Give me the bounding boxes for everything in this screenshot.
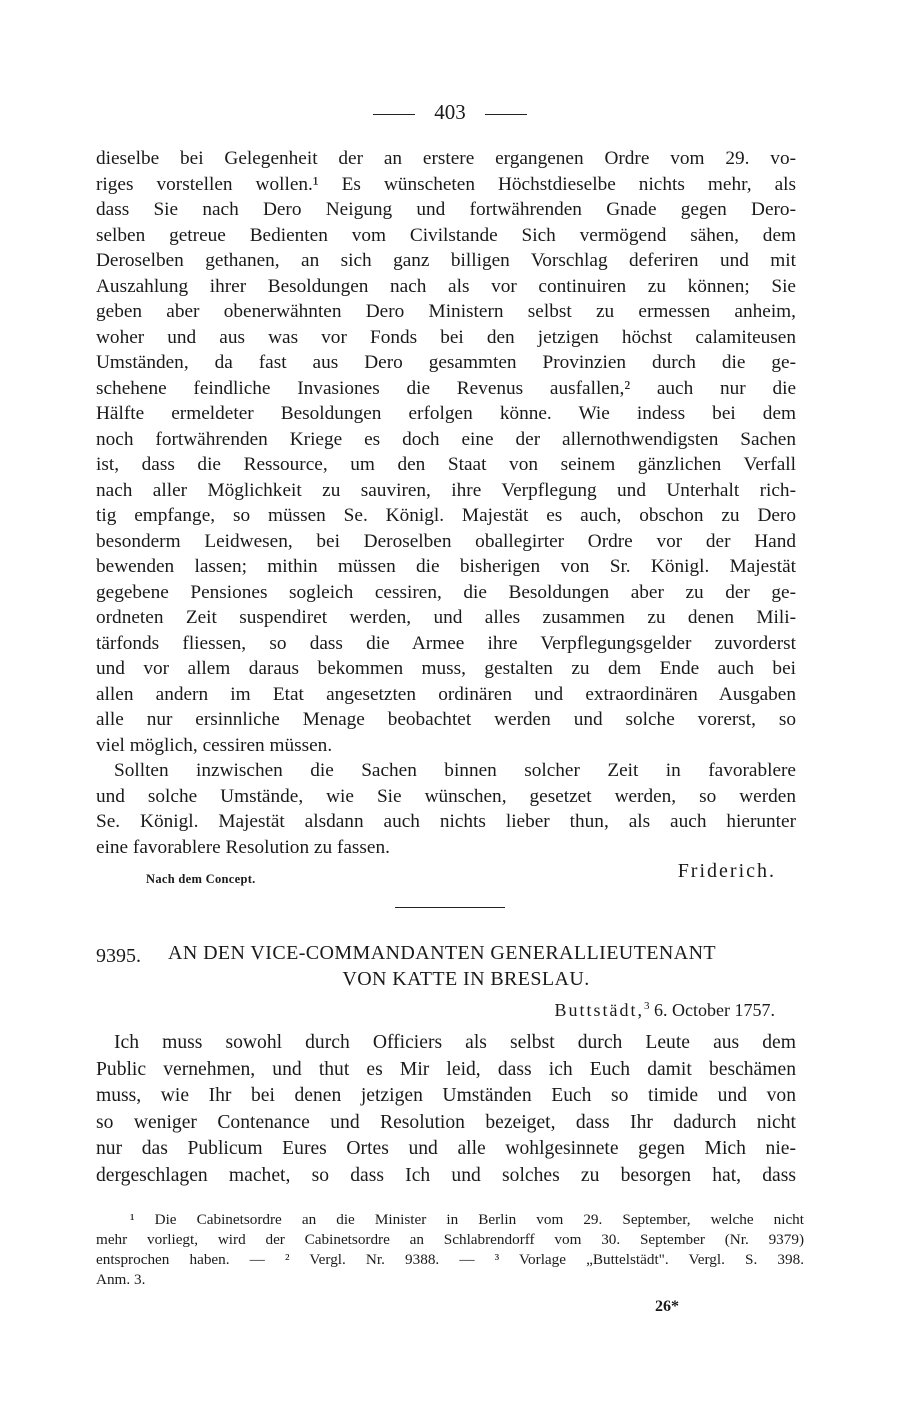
text-line: geben aber obenerwähnten Dero Ministern selbst zu ermessen anheim,: [96, 301, 796, 322]
text-line: allen andern im Etat angesetzten ordinären und extraordinären Ausgaben: [96, 683, 796, 705]
signature: Friderich.: [677, 860, 776, 882]
text-line: so weniger Contenance und Resolution bezeiget, dass Ihr dadurch nicht: [96, 1111, 796, 1133]
text-line: ist, dass die Ressource, um den Staat von seinem gänzlichen Verfall: [96, 454, 796, 475]
text-line: Sollten inzwischen die Sachen binnen solcher Zeit in favorablere: [114, 760, 796, 781]
header-dash-left: [373, 114, 415, 115]
date: 6. October 1757.: [649, 1000, 775, 1020]
text-line: riges vorstellen wollen.¹ Es wünscheten Höchstdieselbe nichts mehr, als: [96, 173, 796, 195]
text-line: Public vernehmen, und thut es Mir leid, dass ich Euch damit beschämen: [96, 1058, 796, 1080]
text-line: nach aller Möglichkeit zu sauviren, ihre Verpflegung und Unterhalt rich-: [96, 479, 796, 501]
text-line: Umständen, da fast aus Dero gesammten Provinzien durch die ge-: [96, 352, 796, 373]
letter-number: 9395.: [96, 945, 141, 967]
place-date: [555, 1000, 776, 1021]
text-line: schehene feindliche Invasiones die Revenus ausfallen,² auch nur die: [96, 377, 796, 399]
text-line: muss, wie Ihr bei denen jetzigen Umständen Euch so timide und von: [96, 1085, 796, 1106]
heading-line-1: AN DEN VICE-COMMANDANTEN GENERALLIEUTENANT: [168, 942, 717, 964]
text-line: und vor allem daraus bekommen muss, gestalten zu dem Ende auch bei: [96, 658, 796, 679]
footnote-line: Anm. 3.: [96, 1271, 146, 1288]
text-line: Hälfte ermeldeter Besoldungen erfolgen könne. Wie indess bei dem: [96, 403, 796, 424]
letter-heading: [96, 940, 796, 992]
text-line: bewenden lassen; mithin müssen die bisherigen von Sr. Königl. Majestät: [96, 556, 796, 577]
page-number: 403: [434, 100, 466, 124]
place-footnote-ref: 3: [644, 1000, 650, 1012]
footnote-line: entsprochen haben. — ² Vergl. Nr. 9388. — ³ Vorlage „Buttelstädt". Vergl. S. 398.: [96, 1251, 804, 1268]
text-line: selben getreue Bedienten vom Civilstande Sich vermögend sähen, dem: [96, 224, 796, 246]
text-line: woher und aus was vor Fonds bei den jetzigen höchst calamiteusen: [96, 326, 796, 348]
letter-body: [96, 1030, 796, 1189]
text-line: viel möglich, cessiren müssen.: [96, 734, 333, 756]
header-dash-right: [485, 114, 527, 115]
place: Buttstädt,: [554, 1000, 645, 1020]
text-line: Auszahlung ihrer Besoldungen nach als vor continuiren zu können; Sie: [96, 275, 796, 297]
text-line: tärfonds fliessen, so dass die Armee ihre Verpflegungsgelder zuvorderst: [96, 632, 796, 654]
text-line: alle nur ersinnliche Menage beobachtet werden und solche vorerst, so: [96, 709, 796, 730]
heading-line-2: VON KATTE IN BRESLAU.: [342, 968, 590, 990]
text-line: dieselbe bei Gelegenheit der an erstere ergangenen Ordre vom 29. vo-: [96, 148, 796, 169]
text-line: nur das Publicum Eures Ortes und alle wohlgesinnete gegen Mich nie-: [96, 1138, 796, 1159]
printer-signature-mark: 26*: [655, 1298, 679, 1315]
text-line: und solche Umstände, wie Sie wünschen, gesetzet werden, so werden: [96, 785, 796, 807]
letter-body-continued: [96, 146, 796, 860]
text-line: ordneten Zeit suspendiret werden, und alles zusammen zu denen Mili-: [96, 607, 796, 628]
text-line: Se. Königl. Majestät alsdann auch nichts lieber thun, als auch hierunter: [96, 811, 796, 832]
text-line: noch fortwährenden Kriege es doch eine der allernothwendigsten Sachen: [96, 428, 796, 450]
page-header: [0, 100, 900, 125]
footnote-line: ¹ Die Cabinetsordre an die Minister in Berlin vom 29. September, welche nicht: [130, 1211, 804, 1228]
text-line: tig empfange, so müssen Se. Königl. Majestät es auch, obschon zu Dero: [96, 505, 796, 526]
text-line: eine favorablere Resolution zu fassen.: [96, 836, 390, 858]
text-line: gegebene Pensiones sogleich cessiren, die Besoldungen aber zu der ge-: [96, 581, 796, 603]
footnote-line: mehr vorliegt, wird der Cabinetsordre an Schlabrendorff vom 30. September (Nr. 9379): [96, 1231, 804, 1248]
section-divider: [395, 907, 505, 908]
closing-row: [96, 860, 776, 890]
text-line: Ich muss sowohl durch Officiers als selbst durch Leute aus dem: [114, 1032, 796, 1053]
text-line: besonderm Leidwesen, bei Deroselben oballegirter Ordre vor der Hand: [96, 530, 796, 552]
footnotes: [96, 1210, 804, 1290]
source-note: Nach dem Concept.: [146, 872, 256, 886]
text-line: dass Sie nach Dero Neigung und fortwährenden Gnade gegen Dero-: [96, 199, 796, 220]
text-line: Deroselben gethanen, an sich ganz billigen Vorschlag deferiren und mit: [96, 250, 796, 271]
text-line: dergeschlagen machet, so dass Ich und solches zu besorgen hat, dass: [96, 1164, 796, 1186]
